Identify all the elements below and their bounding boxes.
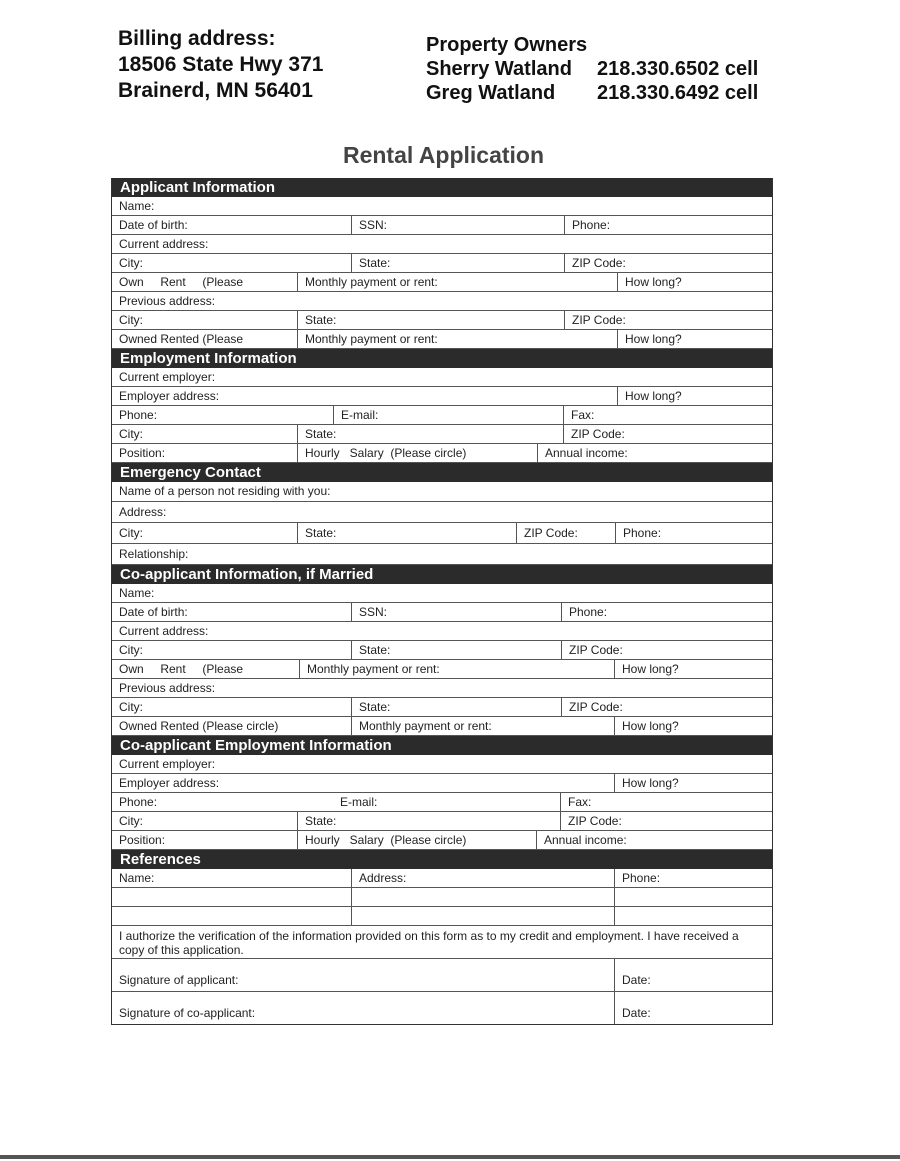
form-row [112, 774, 772, 793]
form-row [112, 523, 772, 544]
form-row [112, 622, 772, 641]
coapplicant-prev-city-field[interactable]: City: [119, 700, 143, 714]
form-row [112, 273, 772, 292]
co-employer-position-field[interactable]: Position: [119, 833, 166, 847]
signature-row [112, 992, 772, 1024]
owners-heading: Property Owners [426, 34, 588, 56]
reference-name-field[interactable] [112, 888, 351, 906]
applicant-current-address-field[interactable]: Current address: [119, 237, 209, 251]
form-row [112, 641, 772, 660]
reference-phone-field[interactable] [614, 888, 772, 906]
form-row [112, 584, 772, 603]
section-coapplicant: Co-applicant Information, if Married [112, 565, 772, 584]
applicant-name-field[interactable]: Name: [119, 199, 155, 213]
emergency-address-field[interactable]: Address: [119, 505, 167, 519]
form-row [112, 235, 772, 254]
employer-state-field[interactable]: State: [297, 425, 564, 443]
reference-row [112, 869, 772, 888]
applicant-prev-state-field[interactable]: State: [297, 311, 564, 329]
applicant-state-field[interactable]: State: [351, 254, 564, 272]
emergency-phone-field[interactable]: Phone: [615, 523, 772, 543]
coapplicant-owned-rented-field[interactable]: Owned Rented (Please circle) [119, 719, 279, 733]
coapplicant-prev-state-field[interactable]: State: [351, 698, 562, 716]
coapplicant-date-field[interactable]: Date: [614, 992, 772, 1024]
form-row [112, 330, 772, 349]
form-row [112, 603, 772, 622]
page-title: Rental Application [342, 142, 545, 168]
emergency-name-field[interactable]: Name of a person not residing with you: [119, 484, 331, 498]
form-row [112, 368, 772, 387]
owner-row [426, 57, 758, 81]
co-employer-address-field[interactable]: Employer address: [119, 776, 220, 790]
section-employment: Employment Information [112, 349, 772, 368]
section-applicant: Applicant Information [112, 178, 772, 197]
scan-edge-divider [0, 1155, 900, 1159]
co-employer-city-field[interactable]: City: [119, 814, 143, 828]
reference-row [112, 888, 772, 907]
form-row [112, 197, 772, 216]
employer-field[interactable]: Current employer: [119, 370, 216, 384]
applicant-how-long-field[interactable]: How long? [617, 273, 772, 291]
coapplicant-zip-field[interactable]: ZIP Code: [561, 641, 772, 659]
co-employer-fax-field[interactable]: Fax: [560, 793, 772, 811]
form-row [112, 254, 772, 273]
coapplicant-own-rent-field[interactable]: Own Rent (Please [119, 662, 244, 676]
signature-row [112, 959, 772, 992]
coapplicant-signature-field[interactable]: Signature of co-applicant: [119, 1006, 256, 1020]
coapplicant-phone-field[interactable]: Phone: [561, 603, 772, 621]
reference-name-field[interactable] [112, 907, 351, 925]
applicant-date-field[interactable]: Date: [614, 959, 772, 991]
owner-phone: 218.330.6502 cell [597, 58, 759, 80]
applicant-zip-field[interactable]: ZIP Code: [564, 254, 772, 272]
coapplicant-how-long-field[interactable]: How long? [614, 660, 772, 678]
applicant-prev-monthly-field[interactable]: Monthly payment or rent: [297, 330, 618, 348]
applicant-city-field[interactable]: City: [119, 256, 143, 270]
form-row [112, 444, 772, 463]
co-employer-zip-field[interactable]: ZIP Code: [560, 812, 772, 830]
authorization-row [112, 926, 772, 959]
section-references: References [112, 850, 772, 869]
coapplicant-name-field[interactable]: Name: [119, 586, 155, 600]
applicant-dob-field[interactable]: Date of birth: [119, 218, 188, 232]
reference-name-field[interactable]: Name: [119, 871, 155, 885]
property-owners-block [426, 33, 758, 105]
applicant-owned-rented-field[interactable]: Owned Rented (Please [119, 332, 244, 346]
applicant-ssn-field[interactable]: SSN: [351, 216, 564, 234]
applicant-own-rent-field[interactable]: Own Rent (Please [119, 275, 244, 289]
reference-row [112, 907, 772, 926]
employer-position-field[interactable]: Position: [119, 446, 166, 460]
co-employer-annual-income-field[interactable]: Annual income: [536, 831, 772, 849]
emergency-relationship-field[interactable]: Relationship: [119, 547, 189, 561]
coapplicant-state-field[interactable]: State: [351, 641, 562, 659]
form-row [112, 812, 772, 831]
coapplicant-prev-monthly-field[interactable]: Monthly payment or rent: [351, 717, 615, 735]
reference-address-field[interactable]: Address: [351, 869, 615, 887]
form-row [112, 482, 772, 502]
applicant-prev-how-long-field[interactable]: How long? [617, 330, 772, 348]
coapplicant-current-address-field[interactable]: Current address: [119, 624, 209, 638]
owner-name: Sherry Watland [426, 58, 572, 80]
section-emergency: Emergency Contact [112, 463, 772, 482]
coapplicant-monthly-field[interactable]: Monthly payment or rent: [299, 660, 615, 678]
form-row [112, 311, 772, 330]
employer-address-field[interactable]: Employer address: [119, 389, 220, 403]
coapplicant-ssn-field[interactable]: SSN: [351, 603, 562, 621]
form-row [112, 679, 772, 698]
co-employer-phone-field[interactable]: Phone: [119, 795, 158, 809]
form-row [112, 502, 772, 523]
co-employer-email-field[interactable]: E-mail: [340, 795, 378, 809]
form-row [112, 793, 772, 812]
employer-city-field[interactable]: City: [119, 427, 143, 441]
applicant-prev-zip-field[interactable]: ZIP Code: [564, 311, 772, 329]
coapplicant-prev-how-long-field[interactable]: How long? [614, 717, 772, 735]
emergency-city-field[interactable]: City: [119, 526, 143, 540]
authorization-text: I authorize the verification of the information provided on this form as to my credit and employment. I have received a copy of this application. [119, 929, 739, 957]
billing-city: Brainerd, MN 56401 [118, 79, 313, 102]
owner-name: Greg Watland [426, 82, 556, 104]
owner-row [426, 81, 758, 105]
form-row [112, 425, 772, 444]
reference-phone-field[interactable] [614, 907, 772, 925]
reference-phone-field[interactable]: Phone: [614, 869, 772, 887]
section-coemployment: Co-applicant Employment Information [112, 736, 772, 755]
co-employer-hourly-salary-field[interactable]: Hourly Salary (Please circle) [297, 831, 537, 849]
form-row [112, 755, 772, 774]
coapplicant-dob-field[interactable]: Date of birth: [119, 605, 188, 619]
emergency-zip-field[interactable]: ZIP Code: [516, 523, 620, 543]
employer-annual-income-field[interactable]: Annual income: [537, 444, 772, 462]
billing-heading: Billing address: [118, 27, 276, 50]
form-row [112, 660, 772, 679]
billing-address-block [118, 26, 323, 104]
billing-street: 18506 State Hwy 371 [118, 53, 324, 76]
employer-how-long-field[interactable]: How long? [617, 387, 772, 405]
co-employer-state-field[interactable]: State: [297, 812, 561, 830]
co-employer-field[interactable]: Current employer: [119, 757, 216, 771]
reference-address-field[interactable] [351, 907, 615, 925]
applicant-monthly-field[interactable]: Monthly payment or rent: [297, 273, 618, 291]
employer-zip-field[interactable]: ZIP Code: [563, 425, 772, 443]
form-row [112, 406, 772, 425]
form-row [112, 717, 772, 736]
reference-address-field[interactable] [351, 888, 615, 906]
form-row [112, 544, 772, 565]
employer-email-field[interactable]: E-mail: [333, 406, 564, 424]
applicant-previous-address-field[interactable]: Previous address: [119, 294, 216, 308]
rental-application-form [111, 178, 773, 1025]
form-row [112, 292, 772, 311]
emergency-state-field[interactable]: State: [297, 523, 524, 543]
applicant-phone-field[interactable]: Phone: [564, 216, 772, 234]
employer-hourly-salary-field[interactable]: Hourly Salary (Please circle) [297, 444, 538, 462]
applicant-prev-city-field[interactable]: City: [119, 313, 143, 327]
form-row [112, 831, 772, 850]
employer-phone-field[interactable]: Phone: [119, 408, 158, 422]
co-employer-how-long-field[interactable]: How long? [614, 774, 772, 792]
form-row [112, 698, 772, 717]
coapplicant-city-field[interactable]: City: [119, 643, 143, 657]
form-row [112, 216, 772, 235]
coapplicant-prev-zip-field[interactable]: ZIP Code: [561, 698, 772, 716]
applicant-signature-field[interactable]: Signature of applicant: [119, 973, 239, 987]
employer-fax-field[interactable]: Fax: [563, 406, 772, 424]
form-row [112, 387, 772, 406]
owner-phone: 218.330.6492 cell [597, 82, 759, 104]
coapplicant-previous-address-field[interactable]: Previous address: [119, 681, 216, 695]
